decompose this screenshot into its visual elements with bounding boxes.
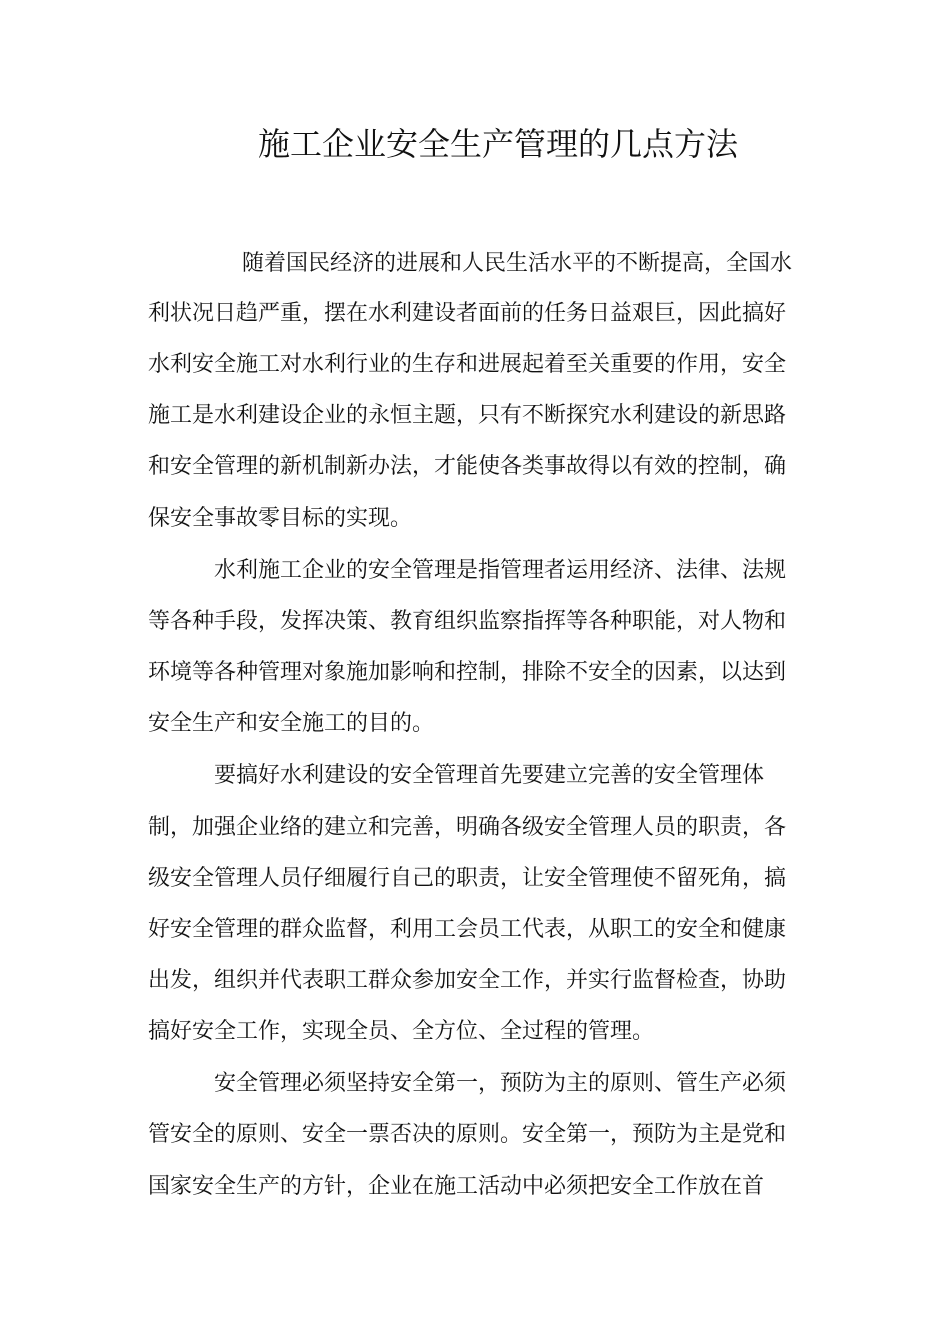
paragraph-3-line-1: 要搞好水利建设的安全管理首先要建立完善的安全管理体 — [214, 763, 765, 788]
paragraph-3-line-3: 级安全管理人员仔细履行自己的职责，让安全管理使不留死角，搞 — [148, 866, 787, 891]
paragraph-1-line-5: 和安全管理的新机制新办法，才能使各类事故得以有效的控制，确 — [148, 454, 787, 479]
paragraph-2-line-1: 水利施工企业的安全管理是指管理者运用经济、法律、法规 — [214, 558, 787, 583]
paragraph-1-line-1: 随着国民经济的进展和人民生活水平的不断提高，全国水 — [242, 251, 793, 276]
paragraph-1-line-4: 施工是水利建设企业的永恒主题，只有不断探究水利建设的新思路 — [148, 403, 787, 428]
paragraph-3-line-6: 搞好安全工作，实现全员、全方位、全过程的管理。 — [148, 1019, 655, 1044]
paragraph-4-line-1: 安全管理必须坚持安全第一，预防为主的原则、管生产必须 — [214, 1071, 787, 1096]
paragraph-1-line-2: 利状况日趋严重，摆在水利建设者面前的任务日益艰巨，因此搞好 — [148, 301, 787, 326]
paragraph-1-line-3: 水利安全施工对水利行业的生存和进展起着至关重要的作用，安全 — [148, 352, 787, 377]
paragraph-4-line-3: 国家安全生产的方针，企业在施工活动中必须把安全工作放在首 — [148, 1174, 765, 1199]
paragraph-2-line-3: 环境等各种管理对象施加影响和控制，排除不安全的因素，以达到 — [148, 660, 787, 685]
paragraph-2-line-2: 等各种手段，发挥决策、教育组织监察指挥等各种职能，对人物和 — [148, 609, 787, 634]
paragraph-3-line-2: 制，加强企业络的建立和完善，明确各级安全管理人员的职责，各 — [148, 815, 787, 840]
paragraph-3-line-4: 好安全管理的群众监督，利用工会员工代表，从职工的安全和健康 — [148, 917, 787, 942]
paragraph-4-line-2: 管安全的原则、安全一票否决的原则。安全第一，预防为主是党和 — [148, 1122, 787, 1147]
document-title: 施工企业安全生产管理的几点方法 — [258, 125, 739, 163]
paragraph-1-line-6: 保安全事故零目标的实现。 — [148, 506, 413, 531]
paragraph-3-line-5: 出发，组织并代表职工群众参加安全工作，并实行监督检查，协助 — [148, 968, 787, 993]
paragraph-2-line-4: 安全生产和安全施工的目的。 — [148, 711, 435, 736]
